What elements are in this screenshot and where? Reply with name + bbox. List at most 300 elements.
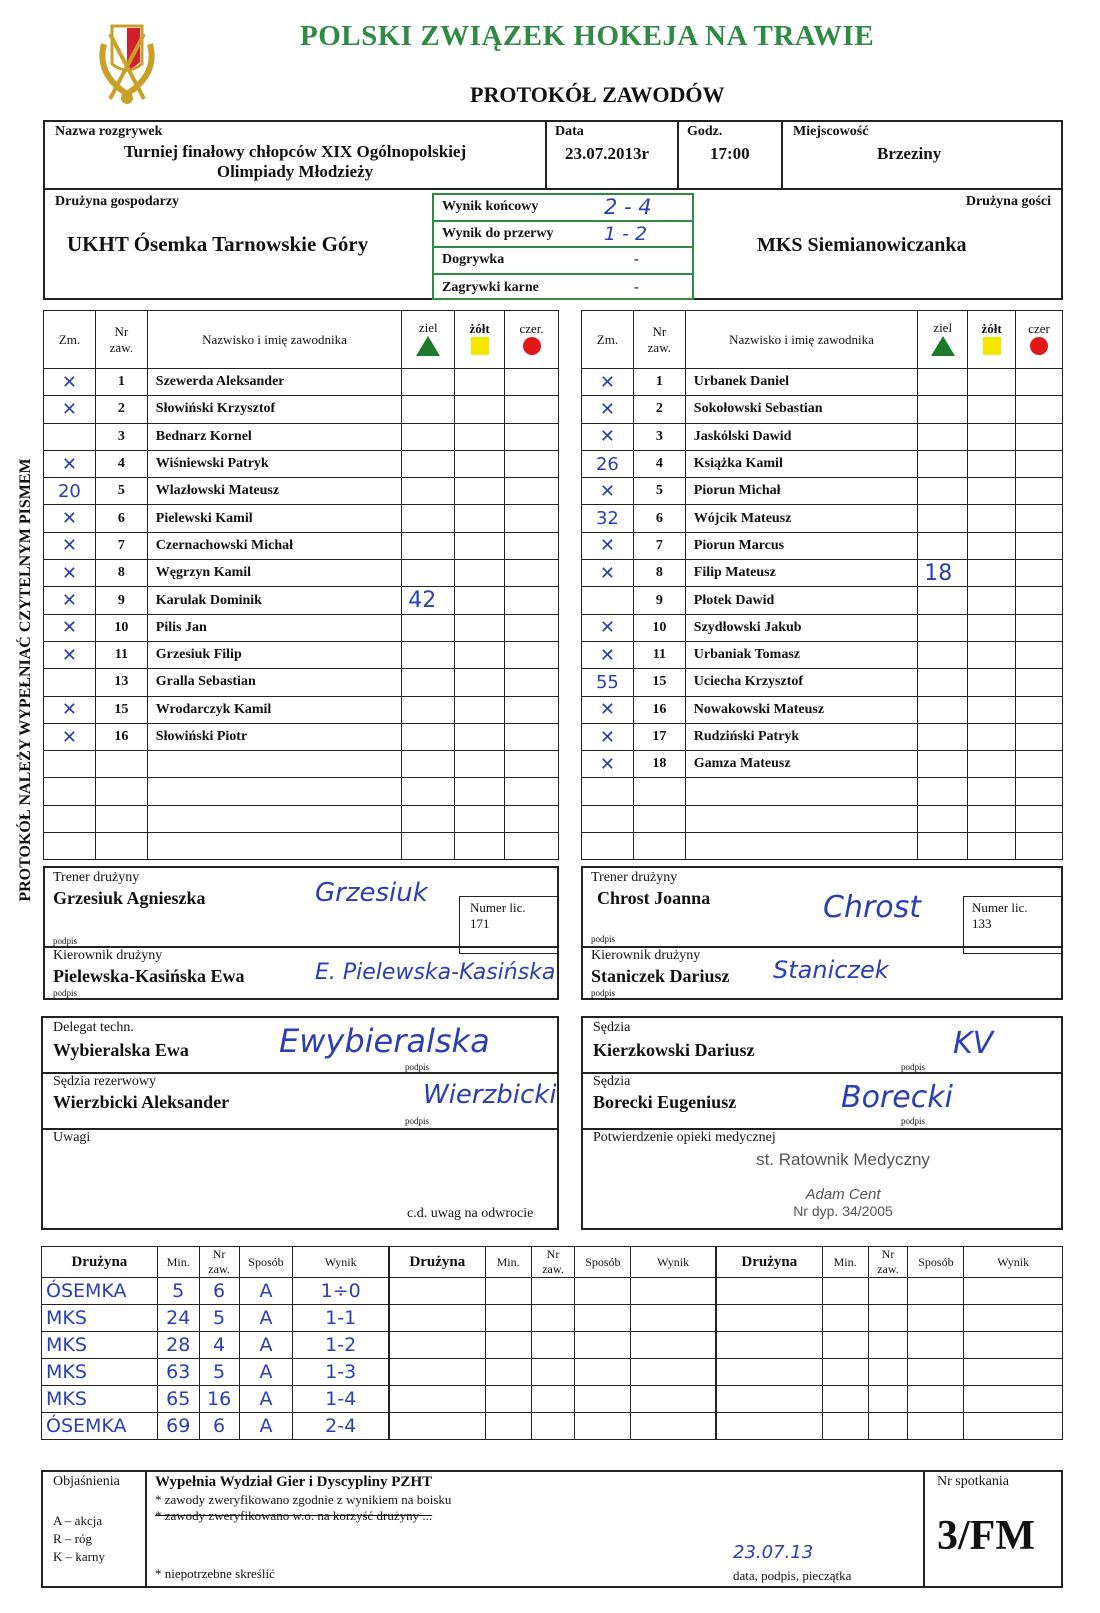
player-row xyxy=(44,505,559,532)
player-name: Rudziński Patryk xyxy=(685,723,917,750)
green-card-entry xyxy=(402,723,455,750)
yellow-card-entry xyxy=(968,805,1016,832)
red-card-entry xyxy=(1016,805,1063,832)
goal-team: MKS xyxy=(42,1332,158,1359)
player-name: Urbaniak Tomasz xyxy=(685,641,917,668)
player-name: Grzesiuk Filip xyxy=(147,641,401,668)
reserve-ref-name: Wierzbicki Aleksander xyxy=(53,1092,230,1112)
red-card-entry xyxy=(505,587,559,614)
goal-cell xyxy=(908,1359,964,1386)
player-number: 15 xyxy=(633,669,685,696)
yellow-card-entry xyxy=(968,396,1016,423)
sign-label: podpis xyxy=(591,934,616,944)
dept-line1: * zawody zweryfikowano zgodnie z wynikiem na boisku xyxy=(155,1492,452,1507)
red-card-entry xyxy=(1016,696,1063,723)
green-card-header: ziel xyxy=(918,311,968,369)
player-change-mark: ✕ xyxy=(44,696,96,723)
halftime-score-row: Wynik do przerwy 1 - 2 xyxy=(434,222,692,249)
player-row xyxy=(582,696,1063,723)
player-change-mark xyxy=(582,587,634,614)
green-card-entry: 18 xyxy=(918,560,968,587)
red-card-entry xyxy=(1016,751,1063,778)
red-card-entry xyxy=(505,505,559,532)
dept-sign-label: data, podpis, pieczątka xyxy=(733,1568,852,1583)
yellow-card-entry xyxy=(455,450,505,477)
name-header: Nazwisko i imię zawodnika xyxy=(147,311,401,369)
yellow-card-entry xyxy=(455,723,505,750)
zm-header: Zm. xyxy=(44,311,96,369)
yellow-card-entry xyxy=(455,478,505,505)
goal-cell xyxy=(908,1386,964,1413)
player-number: 8 xyxy=(633,560,685,587)
green-card-entry xyxy=(918,505,968,532)
goal-cell xyxy=(531,1413,575,1440)
goal-cell xyxy=(575,1413,631,1440)
player-number: 8 xyxy=(95,560,147,587)
goal-row xyxy=(42,1359,389,1386)
player-change-mark: ✕ xyxy=(582,423,634,450)
goal-cell xyxy=(575,1332,631,1359)
goal-cell xyxy=(908,1332,964,1359)
player-name xyxy=(147,778,401,805)
goal-cell xyxy=(868,1413,908,1440)
green-triangle-icon xyxy=(416,336,440,356)
player-row xyxy=(44,614,559,641)
green-card-entry xyxy=(402,369,455,396)
manager-signature: E. Pielewska-Kasińska xyxy=(315,960,556,985)
pzht-logo xyxy=(92,14,162,106)
goal-row xyxy=(717,1413,1063,1440)
player-name: Czernachowski Michał xyxy=(147,532,401,559)
player-row xyxy=(582,369,1063,396)
goal-cell xyxy=(717,1413,823,1440)
player-number: 9 xyxy=(633,587,685,614)
goal-cell xyxy=(631,1305,716,1332)
player-number: 10 xyxy=(633,614,685,641)
green-card-entry xyxy=(402,505,455,532)
player-number xyxy=(95,778,147,805)
player-name xyxy=(685,805,917,832)
red-card-entry xyxy=(505,833,559,860)
player-number: 5 xyxy=(633,478,685,505)
goal-min: 28 xyxy=(157,1332,199,1359)
player-row xyxy=(582,778,1063,805)
yellow-card-entry xyxy=(968,723,1016,750)
player-change-mark: ✕ xyxy=(44,396,96,423)
coach-signature: Grzesiuk xyxy=(315,878,428,908)
player-number: 9 xyxy=(95,587,147,614)
yellow-card-entry xyxy=(455,614,505,641)
red-card-entry xyxy=(1016,505,1063,532)
remarks-label: Uwagi xyxy=(53,1130,91,1145)
player-row xyxy=(44,369,559,396)
green-card-entry xyxy=(918,833,968,860)
player-name: Książka Kamil xyxy=(685,450,917,477)
yellow-card-entry xyxy=(455,641,505,668)
player-change-mark: ✕ xyxy=(582,614,634,641)
home-roster xyxy=(43,310,559,860)
player-name: Nowakowski Mateusz xyxy=(685,696,917,723)
green-card-entry xyxy=(402,450,455,477)
red-card-entry xyxy=(505,778,559,805)
goal-cell xyxy=(717,1305,823,1332)
player-change-mark xyxy=(44,669,96,696)
away-roster xyxy=(581,310,1063,860)
goal-cell xyxy=(575,1386,631,1413)
reserve-ref-label: Sędzia rezerwowy xyxy=(53,1074,157,1089)
player-row xyxy=(44,696,559,723)
player-name: Szewerda Aleksander xyxy=(147,369,401,396)
red-card-entry xyxy=(1016,560,1063,587)
red-card-header: czer. xyxy=(505,311,559,369)
player-change-mark: ✕ xyxy=(44,505,96,532)
goal-cell xyxy=(631,1359,716,1386)
player-row xyxy=(582,423,1063,450)
officials-left-panel xyxy=(41,1016,559,1230)
player-number xyxy=(95,751,147,778)
yellow-card-entry xyxy=(968,833,1016,860)
player-row xyxy=(44,450,559,477)
player-row xyxy=(44,833,559,860)
green-card-entry xyxy=(918,450,968,477)
yellow-card-entry xyxy=(968,587,1016,614)
green-card-entry xyxy=(918,805,968,832)
protocol-title: PROTOKÓŁ ZAWODÓW xyxy=(470,82,725,107)
yellow-card-entry xyxy=(455,532,505,559)
red-card-entry xyxy=(505,696,559,723)
player-change-mark xyxy=(44,833,96,860)
player-name: Urbanek Daniel xyxy=(685,369,917,396)
green-card-entry xyxy=(918,669,968,696)
goals-table-2: Drużyna Min. Nr zaw. Sposób Wynik xyxy=(389,1246,716,1440)
results-box xyxy=(432,193,694,300)
player-name: Gamza Mateusz xyxy=(685,751,917,778)
green-card-entry xyxy=(918,751,968,778)
green-card-entry xyxy=(402,532,455,559)
goal-row xyxy=(717,1305,1063,1332)
goal-cell xyxy=(908,1278,964,1305)
goal-cell xyxy=(717,1386,823,1413)
player-name: Płotek Dawid xyxy=(685,587,917,614)
goal-cell xyxy=(908,1413,964,1440)
player-row xyxy=(44,560,559,587)
player-number: 16 xyxy=(95,723,147,750)
yellow-card-entry xyxy=(455,369,505,396)
player-number: 1 xyxy=(95,369,147,396)
player-number xyxy=(633,805,685,832)
red-card-entry xyxy=(1016,478,1063,505)
player-name xyxy=(147,833,401,860)
red-card-entry xyxy=(505,751,559,778)
player-change-mark: ✕ xyxy=(582,560,634,587)
red-card-entry xyxy=(505,532,559,559)
green-card-entry xyxy=(402,641,455,668)
red-card-entry xyxy=(505,805,559,832)
player-name: Wiśniewski Patryk xyxy=(147,450,401,477)
player-name: Uciecha Krzysztof xyxy=(685,669,917,696)
player-number: 7 xyxy=(95,532,147,559)
player-number: 16 xyxy=(633,696,685,723)
green-card-entry xyxy=(918,723,968,750)
goal-row xyxy=(42,1305,389,1332)
player-name: Pilis Jan xyxy=(147,614,401,641)
goal-team: ÓSEMKA xyxy=(42,1413,158,1440)
player-row xyxy=(44,423,559,450)
player-change-mark: ✕ xyxy=(44,560,96,587)
player-name: Piorun Marcus xyxy=(685,532,917,559)
player-row xyxy=(582,805,1063,832)
goal-cell xyxy=(531,1359,575,1386)
player-number: 4 xyxy=(633,450,685,477)
player-row xyxy=(582,532,1063,559)
yellow-card-header: żółt xyxy=(968,311,1016,369)
player-change-mark: ✕ xyxy=(44,587,96,614)
player-number xyxy=(95,833,147,860)
player-name: Słowiński Piotr xyxy=(147,723,401,750)
sign-label: podpis xyxy=(405,1062,430,1072)
goal-row xyxy=(717,1332,1063,1359)
penalty-shootout-row: Zagrywki karne - xyxy=(442,279,639,295)
player-number xyxy=(633,778,685,805)
green-card-entry xyxy=(918,614,968,641)
goal-cell xyxy=(531,1305,575,1332)
referee2-signature: Borecki xyxy=(841,1080,953,1115)
green-card-entry xyxy=(918,696,968,723)
goal-method: A xyxy=(239,1332,293,1359)
goal-score: 1-2 xyxy=(293,1332,389,1359)
goal-cell xyxy=(964,1278,1063,1305)
referee1-signature: KV xyxy=(953,1026,994,1061)
away-team-label: Drużyna gości xyxy=(965,194,1051,209)
player-change-mark: ✕ xyxy=(44,641,96,668)
coach-signature: Chrost xyxy=(823,890,922,925)
green-card-entry xyxy=(918,641,968,668)
manager-signature: Staniczek xyxy=(773,956,889,984)
red-card-header: czer xyxy=(1016,311,1063,369)
goal-cell xyxy=(964,1413,1063,1440)
yellow-square-icon xyxy=(471,337,489,355)
goal-row xyxy=(42,1413,389,1440)
goal-row xyxy=(42,1278,389,1305)
goal-cell xyxy=(631,1332,716,1359)
goal-score: 1-1 xyxy=(293,1305,389,1332)
player-row xyxy=(44,532,559,559)
red-card-entry xyxy=(505,614,559,641)
goal-cell xyxy=(390,1332,486,1359)
player-change-mark: ✕ xyxy=(44,614,96,641)
federation-title: POLSKI ZWIĄZEK HOKEJA NA TRAWIE xyxy=(300,20,875,52)
player-change-mark xyxy=(582,778,634,805)
player-name: Pielewski Kamil xyxy=(147,505,401,532)
goal-method: A xyxy=(239,1359,293,1386)
green-card-entry xyxy=(918,423,968,450)
competition-name: Turniej finałowy chłopców XIX Ogólnopolskiej Olimpiady Młodzieży xyxy=(123,142,467,181)
player-change-mark: 55 xyxy=(582,669,634,696)
goal-cell xyxy=(868,1386,908,1413)
player-change-mark: ✕ xyxy=(44,723,96,750)
player-name xyxy=(685,833,917,860)
goal-score: 1-3 xyxy=(293,1359,389,1386)
goal-cell xyxy=(631,1386,716,1413)
player-change-mark: 20 xyxy=(44,478,96,505)
goal-score: 1÷0 xyxy=(293,1278,389,1305)
side-instruction: PROTOKÓŁ NALEŻY WYPEŁNIAĆ CZYTELNYM PISMEM xyxy=(17,458,34,902)
red-card-entry xyxy=(1016,833,1063,860)
goal-cell xyxy=(964,1332,1063,1359)
yellow-card-entry xyxy=(968,669,1016,696)
player-change-mark: ✕ xyxy=(582,696,634,723)
goal-cell xyxy=(822,1278,868,1305)
zm-header: Zm. xyxy=(582,311,634,369)
nr-header: Nr zaw. xyxy=(633,311,685,369)
yellow-card-entry xyxy=(455,396,505,423)
green-card-entry xyxy=(918,778,968,805)
goal-cell xyxy=(390,1359,486,1386)
goal-cell xyxy=(485,1359,531,1386)
place-label: Miejscowość xyxy=(793,124,869,139)
player-change-mark: ✕ xyxy=(44,369,96,396)
green-card-entry xyxy=(402,751,455,778)
player-change-mark xyxy=(582,805,634,832)
goal-cell xyxy=(390,1305,486,1332)
yellow-card-entry xyxy=(968,778,1016,805)
goal-cell xyxy=(531,1278,575,1305)
player-row xyxy=(582,751,1063,778)
goal-nr: 5 xyxy=(199,1305,239,1332)
match-no-label: Nr spotkania xyxy=(937,1474,1009,1489)
player-row xyxy=(44,587,559,614)
player-number: 3 xyxy=(95,423,147,450)
yellow-card-entry xyxy=(968,641,1016,668)
red-card-entry xyxy=(1016,369,1063,396)
time-label: Godz. xyxy=(687,124,723,139)
sign-label: podpis xyxy=(53,988,78,998)
player-row xyxy=(582,833,1063,860)
player-name: Słowiński Krzysztof xyxy=(147,396,401,423)
sign-label: podpis xyxy=(405,1116,430,1126)
dept-line2: * zawody zweryfikowano w.o. na korzyść drużyny ... xyxy=(155,1508,433,1523)
yellow-card-entry xyxy=(455,669,505,696)
goal-cell xyxy=(868,1305,908,1332)
manager-name: Staniczek Dariusz xyxy=(591,966,730,986)
goal-score: 2-4 xyxy=(293,1413,389,1440)
red-circle-icon xyxy=(1030,337,1048,355)
away-staff-panel xyxy=(581,866,1063,1000)
player-change-mark: 32 xyxy=(582,505,634,532)
green-card-entry xyxy=(402,833,455,860)
green-card-entry xyxy=(402,396,455,423)
goal-cell xyxy=(485,1413,531,1440)
red-card-entry xyxy=(1016,641,1063,668)
yellow-card-entry xyxy=(968,751,1016,778)
red-card-entry xyxy=(1016,669,1063,696)
player-name xyxy=(147,805,401,832)
goal-nr: 5 xyxy=(199,1359,239,1386)
red-card-entry xyxy=(505,641,559,668)
player-row xyxy=(44,751,559,778)
green-card-entry xyxy=(402,696,455,723)
player-row xyxy=(582,396,1063,423)
player-change-mark xyxy=(44,805,96,832)
yellow-card-entry xyxy=(455,423,505,450)
green-card-entry xyxy=(402,805,455,832)
green-triangle-icon xyxy=(931,336,955,356)
goal-row xyxy=(390,1386,716,1413)
license-box: Numer lic. 133 xyxy=(963,896,1063,954)
goal-cell xyxy=(485,1332,531,1359)
goal-nr: 6 xyxy=(199,1278,239,1305)
goal-cell xyxy=(717,1278,823,1305)
player-number: 3 xyxy=(633,423,685,450)
goal-row xyxy=(717,1359,1063,1386)
goal-cell xyxy=(822,1332,868,1359)
player-number: 5 xyxy=(95,478,147,505)
player-row xyxy=(582,669,1063,696)
green-card-header: ziel xyxy=(402,311,455,369)
yellow-card-entry xyxy=(455,778,505,805)
player-number: 6 xyxy=(633,505,685,532)
goal-cell xyxy=(531,1332,575,1359)
player-name: Sokołowski Sebastian xyxy=(685,396,917,423)
red-card-entry xyxy=(505,669,559,696)
yellow-card-entry xyxy=(968,696,1016,723)
goal-min: 5 xyxy=(157,1278,199,1305)
player-change-mark: ✕ xyxy=(582,532,634,559)
goal-method: A xyxy=(239,1413,293,1440)
player-row xyxy=(582,614,1063,641)
player-number: 11 xyxy=(95,641,147,668)
player-number xyxy=(95,805,147,832)
goal-team: MKS xyxy=(42,1386,158,1413)
player-change-mark: ✕ xyxy=(582,369,634,396)
halftime-score-value: 1 - 2 xyxy=(604,222,648,245)
player-number: 4 xyxy=(95,450,147,477)
place-value: Brzeziny xyxy=(877,144,942,163)
goal-cell xyxy=(822,1413,868,1440)
coach-label: Trener drużyny xyxy=(53,870,140,885)
goal-nr: 16 xyxy=(199,1386,239,1413)
goal-cell xyxy=(631,1278,716,1305)
legend-list: A – akcja R – róg K – karny xyxy=(53,1513,105,1564)
player-number: 15 xyxy=(95,696,147,723)
goal-cell xyxy=(485,1305,531,1332)
yellow-card-entry xyxy=(455,587,505,614)
player-name: Wrodarczyk Kamil xyxy=(147,696,401,723)
goal-cell xyxy=(390,1386,486,1413)
referee1-name: Kierzkowski Dariusz xyxy=(593,1040,755,1060)
goal-cell xyxy=(822,1359,868,1386)
red-card-entry xyxy=(1016,396,1063,423)
away-team-name: MKS Siemianowiczanka xyxy=(757,234,967,256)
player-name: Piorun Michał xyxy=(685,478,917,505)
date-value: 23.07.2013r xyxy=(565,144,650,163)
coach-name: Chrost Joanna xyxy=(597,888,711,908)
goal-nr: 6 xyxy=(199,1413,239,1440)
reserve-ref-signature: Wierzbicki xyxy=(423,1080,557,1110)
player-change-mark: ✕ xyxy=(582,723,634,750)
goal-min: 69 xyxy=(157,1413,199,1440)
manager-label: Kierownik drużyny xyxy=(53,948,163,963)
medical-label: Potwierdzenie opieki medycznej xyxy=(593,1130,776,1145)
goal-min: 24 xyxy=(157,1305,199,1332)
goal-cell xyxy=(868,1359,908,1386)
manager-name: Pielewska-Kasińska Ewa xyxy=(53,966,245,986)
legend-title: Objaśnienia xyxy=(53,1474,120,1489)
green-card-entry: 42 xyxy=(402,587,455,614)
goal-row xyxy=(390,1413,716,1440)
player-change-mark: 26 xyxy=(582,450,634,477)
yellow-card-header: żółt xyxy=(455,311,505,369)
